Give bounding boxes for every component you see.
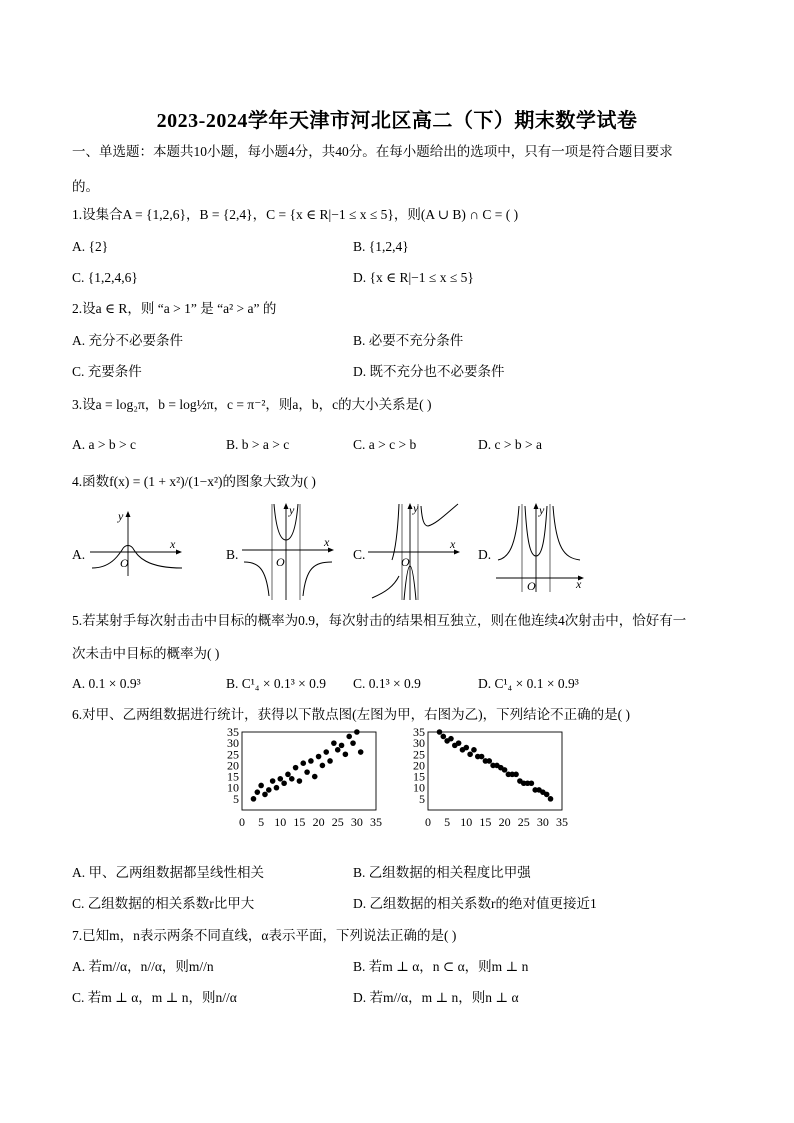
scatter-yi-point (502, 767, 508, 773)
graph-d-y-label: y (539, 503, 545, 517)
graph-b-origin: O (276, 555, 285, 569)
q5-option-a[interactable]: A. 0.1 × 0.9³ (72, 676, 141, 691)
scatter-jia-y-tick: 15 (227, 769, 239, 784)
scatter-jia-point (320, 763, 326, 769)
scatter-yi-x-tick: 20 (498, 815, 511, 829)
graph-c-x-label: x (450, 537, 456, 551)
q6-option-b[interactable]: B. 乙组数据的相关程度比甲强 (353, 865, 531, 880)
scatter-yi-x-tick: 5 (444, 815, 451, 829)
q7-option-a[interactable]: A. 若m//α，n//α，则m//n (72, 959, 214, 974)
scatter-jia-point (350, 740, 356, 746)
scatter-jia-point (335, 747, 341, 753)
scatter-jia-point (285, 772, 291, 778)
section-heading-line1: 一、单选题：本题共10小题，每小题4分，共40分。在每小题给出的选项中，只有一项是符合题目要求 (72, 144, 673, 159)
scatter-yi-point (437, 729, 443, 735)
q4-graph-d (494, 500, 594, 594)
scatter-jia-point (258, 783, 264, 789)
scatter-jia-point (270, 778, 276, 784)
q1-option-b[interactable]: B. {1,2,4} (353, 239, 409, 254)
scatter-yi-point (467, 751, 473, 757)
scatter-yi-y-tick: 25 (413, 747, 425, 762)
scatter-jia-point (343, 751, 349, 757)
graph-b-y-label: y (289, 503, 295, 517)
scatter-jia-y-tick: 5 (233, 791, 239, 806)
scatter-jia-point (262, 792, 268, 798)
scatter-yi-point (548, 796, 554, 802)
q6-option-a[interactable]: A. 甲、乙两组数据都呈线性相关 (72, 865, 264, 880)
scatter-jia-x-tick: 25 (331, 815, 344, 829)
scatter-jia-y-tick: 25 (227, 747, 239, 762)
graph-a-x-label: x (170, 537, 176, 551)
scatter-yi-point (448, 736, 454, 742)
q6-option-d[interactable]: D. 乙组数据的相关系数r的绝对值更接近1 (353, 896, 597, 911)
scatter-yi-x-tick: 10 (460, 815, 473, 829)
scatter-jia-x-tick: 10 (274, 815, 287, 829)
q3-option-c[interactable]: C. a > c > b (353, 437, 417, 452)
q1-option-a[interactable]: A. {2} (72, 239, 109, 254)
section-heading-line2: 的。 (72, 179, 99, 194)
q1-option-d[interactable]: D. {x ∈ R|−1 ≤ x ≤ 5} (353, 270, 474, 285)
scatter-jia-point (323, 749, 329, 755)
scatter-yi-y-tick: 15 (413, 769, 425, 784)
scatter-yi-point (471, 747, 477, 753)
scatter-yi-point (529, 780, 535, 786)
scatter-yi-y-tick: 30 (413, 736, 425, 751)
q1-option-c[interactable]: C. {1,2,4,6} (72, 270, 138, 285)
q7-option-d[interactable]: D. 若m//α，m ⊥ n，则n ⊥ α (353, 990, 519, 1005)
q7-option-b[interactable]: B. 若m ⊥ α，n ⊂ α，则m ⊥ n (353, 959, 529, 974)
q2-option-c[interactable]: C. 充要条件 (72, 364, 142, 379)
scatter-yi-plot-frame (428, 732, 562, 810)
scatter-jia-point (300, 760, 306, 766)
scatter-jia-point (304, 769, 310, 775)
scatter-yi-x-tick: 30 (536, 815, 549, 829)
scatter-yi-x-tick: 35 (556, 815, 568, 829)
scatter-jia-x-tick: 15 (293, 815, 306, 829)
scatter-yi-x-tick: 0 (425, 815, 431, 829)
q5-stem-line1: 5.若某射手每次射击击中目标的概率为0.9，每次射击的结果相互独立，则在他连续4次射击中，恰好有一 (72, 613, 687, 628)
scatter-jia-y-tick: 30 (227, 736, 239, 751)
scatter-jia-x-tick: 0 (239, 815, 245, 829)
q4-option-a[interactable]: A. (72, 547, 86, 562)
scatter-jia-point (331, 740, 337, 746)
scatter-jia-point (358, 749, 364, 755)
q4-option-d[interactable]: D. (478, 547, 492, 562)
scatter-jia-x-tick: 5 (258, 815, 265, 829)
page-title: 2023-2024学年天津市河北区高二（下）期末数学试卷 (156, 110, 638, 132)
scatter-jia-point (251, 796, 257, 802)
scatter-yi-y-tick: 10 (413, 780, 425, 795)
scatter-jia-point (339, 743, 345, 749)
q6-option-c[interactable]: C. 乙组数据的相关系数r比甲大 (72, 896, 255, 911)
q4-graph-c (366, 500, 466, 602)
q5-option-d[interactable]: D. C¹₄ × 0.1 × 0.9³ (478, 676, 579, 691)
q5-option-c[interactable]: C. 0.1³ × 0.9 (353, 676, 421, 691)
scatter-yi-x-tick: 25 (517, 815, 530, 829)
scatter-jia-point (293, 765, 299, 771)
scatter-yi-point (486, 758, 492, 764)
scatter-jia-point (297, 778, 303, 784)
scatter-jia-point (354, 729, 360, 735)
scatter-jia-x-tick: 20 (312, 815, 325, 829)
q3-option-d[interactable]: D. c > b > a (478, 437, 542, 452)
q4-graph-b (240, 500, 340, 602)
scatter-yi-point (479, 754, 485, 760)
graph-b-x-label: x (324, 535, 330, 549)
scatter-jia-point (316, 754, 322, 760)
scatter-yi-y-tick: 5 (419, 791, 425, 806)
q2-option-d[interactable]: D. 既不充分也不必要条件 (353, 364, 505, 379)
scatter-yi-point (456, 740, 462, 746)
scatter-yi-point (463, 745, 469, 751)
q7-stem: 7.已知m，n表示两条不同直线，α表示平面，下列说法正确的是( ) (72, 928, 457, 943)
q4-option-b[interactable]: B. (226, 547, 239, 562)
q5-stem-line2: 次未击中目标的概率为( ) (72, 646, 220, 661)
scatter-jia-point (312, 774, 318, 780)
graph-a-origin: O (120, 556, 129, 570)
scatter-jia-x-tick: 35 (370, 815, 382, 829)
q1-stem: 1.设集合A = {1,2,6}，B = {2,4}，C = {x ∈ R|−1 ≤ x ≤ 5}，则(A ∪ B) ∩ C = ( ) (72, 207, 519, 222)
scatter-jia-point (289, 776, 295, 782)
scatter-jia-x-tick: 30 (350, 815, 363, 829)
scatter-yi-y-tick: 20 (413, 758, 425, 773)
scatter-jia-point (277, 776, 283, 782)
scatter-jia-y-tick: 20 (227, 758, 239, 773)
q4-graph-a (88, 506, 186, 578)
scatter-yi-point (544, 792, 550, 798)
q2-option-b[interactable]: B. 必要不充分条件 (353, 333, 464, 348)
graph-c-y-label: y (413, 501, 419, 515)
graph-d-origin: O (527, 579, 536, 593)
scatter-jia-point (346, 734, 352, 740)
scatter-jia-point (274, 785, 280, 791)
q3-option-b[interactable]: B. b > a > c (226, 437, 290, 452)
scatter-jia-point (255, 789, 261, 795)
q4-option-c[interactable]: C. (353, 547, 366, 562)
q4-stem: 4.函数f(x) = (1 + x²)/(1−x²)的图象大致为( ) (72, 474, 316, 489)
q5-option-b[interactable]: B. C¹₄ × 0.1³ × 0.9 (226, 676, 327, 691)
q2-stem: 2.设a ∈ R，则 “a > 1” 是 “a² > a” 的 (72, 301, 277, 316)
scatter-jia-point (327, 758, 333, 764)
scatter-jia-y-tick: 35 (227, 728, 239, 739)
scatter-yi-point (441, 734, 447, 740)
scatter-jia-point (281, 780, 287, 786)
scatter-jia-point (308, 758, 314, 764)
graph-a-y-label: y (118, 509, 124, 523)
q7-option-c[interactable]: C. 若m ⊥ α，m ⊥ n，则n//α (72, 990, 237, 1005)
q3-option-a[interactable]: A. a > b > c (72, 437, 136, 452)
graph-d-x-label: x (576, 577, 582, 591)
scatter-chart-jia (218, 728, 390, 832)
q3-stem: 3.设a = log₂π，b = log½π，c = π⁻²，则a，b，c的大小关系是( ) (72, 397, 432, 412)
q6-stem: 6.对甲、乙两组数据进行统计，获得以下散点图(左图为甲，右图为乙)，下列结论不正确的是( ) (72, 707, 630, 722)
scatter-yi-x-tick: 15 (479, 815, 492, 829)
scatter-yi-point (513, 772, 519, 778)
graph-c-origin: O (401, 555, 410, 569)
scatter-jia-point (266, 787, 272, 793)
scatter-yi-y-tick: 35 (413, 728, 425, 739)
scatter-chart-yi (404, 728, 576, 832)
q2-option-a[interactable]: A. 充分不必要条件 (72, 333, 183, 348)
scatter-jia-y-tick: 10 (227, 780, 239, 795)
